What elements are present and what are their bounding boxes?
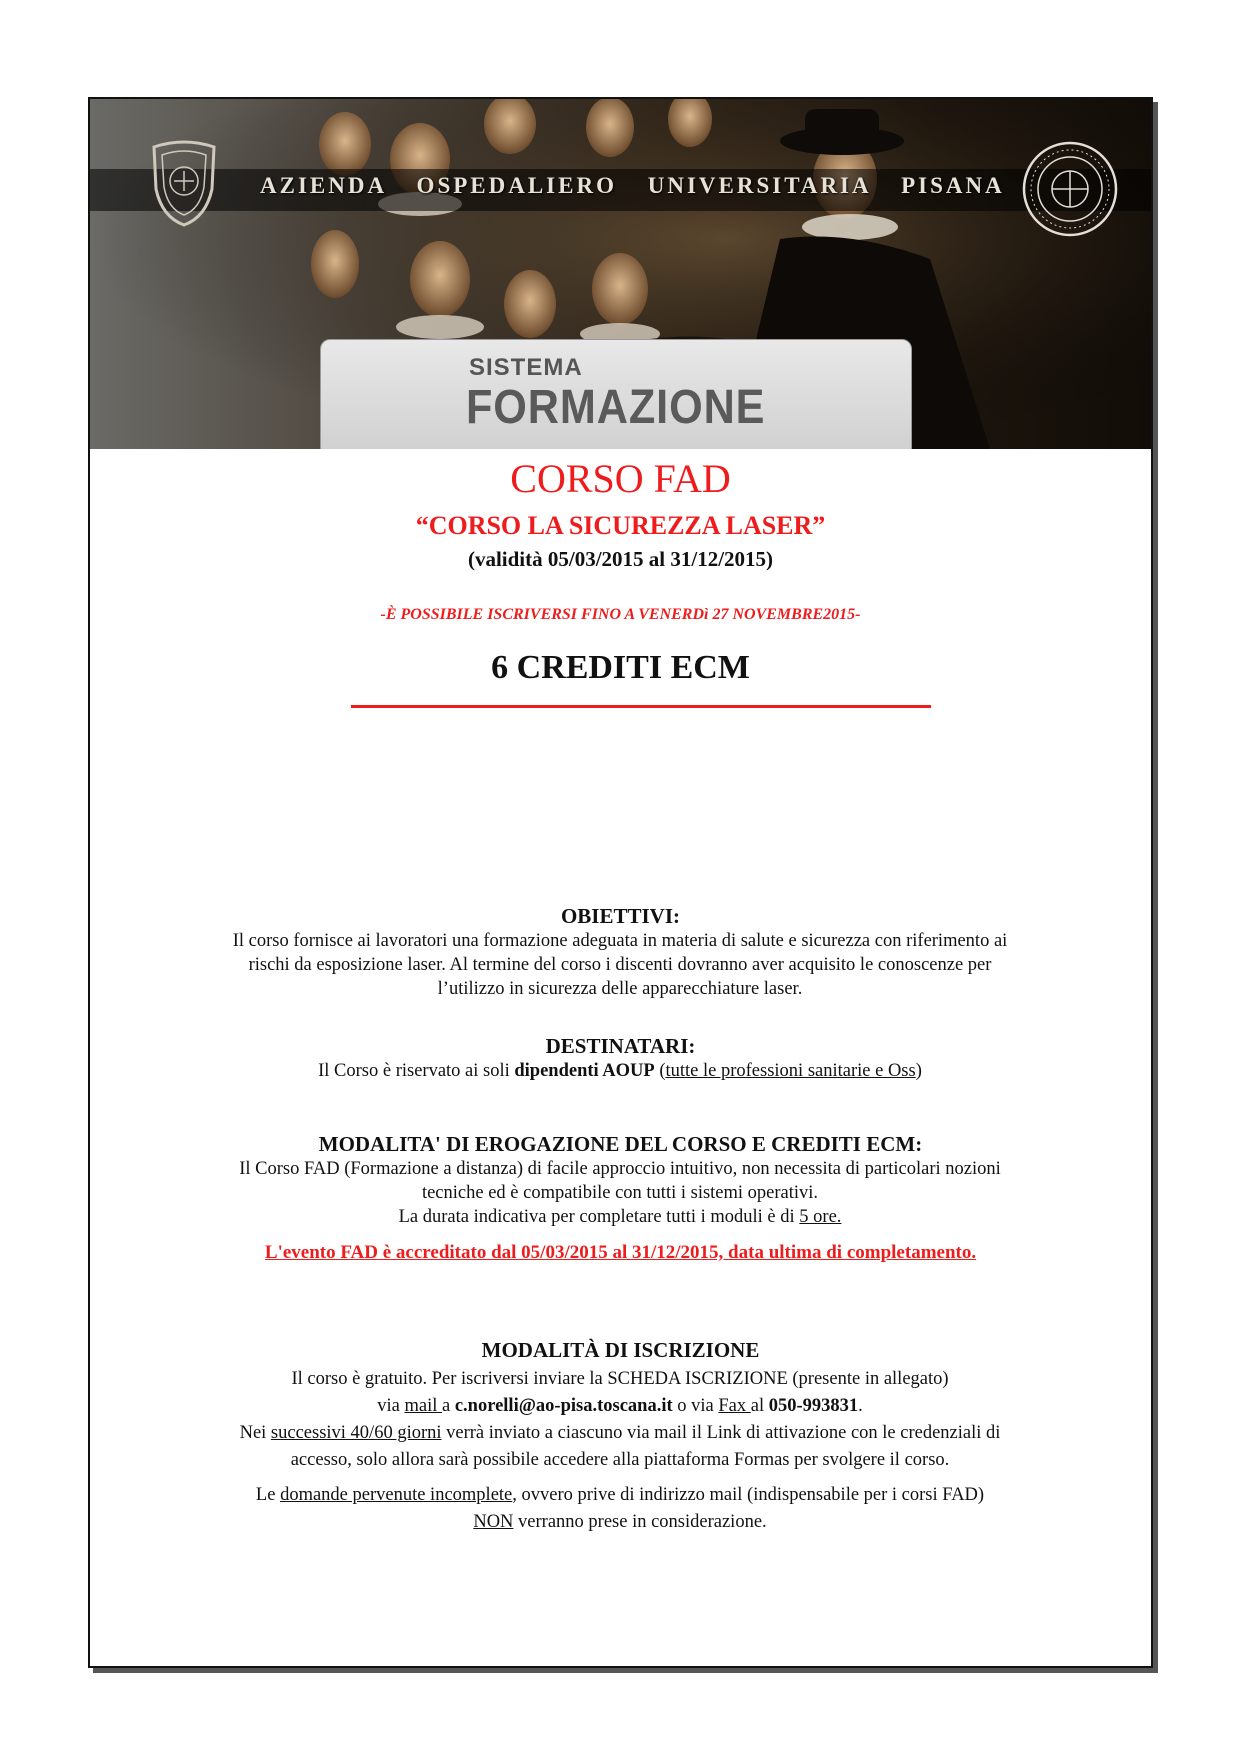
- destinatari-heading: DESTINATARI:: [545, 1034, 696, 1058]
- a-text: a: [441, 1396, 455, 1416]
- erogazione-line: Il Corso FAD (Formazione a distanza) di facile approccio intuitivo, non necessita di particolari nozioni: [239, 1159, 1001, 1179]
- obiettivi-line: rischi da esposizione laser. Al termine del corso i discenti dovranno aver acquisito le conoscenze per: [248, 955, 992, 975]
- le-text: Le: [255, 1485, 281, 1505]
- iscrizione-line: [120, 1420, 1120, 1447]
- logo-big-text: FORMAZIONE: [466, 381, 766, 434]
- crest-icon: [146, 139, 222, 229]
- obiettivi-heading: OBIETTIVI:: [560, 904, 681, 928]
- destinatari-audience: dipendenti AOUP: [514, 1061, 655, 1081]
- durata-text: La durata indicativa per completare tutti i moduli è di: [398, 1207, 800, 1227]
- validity-period: (validità 05/03/2015 al 31/12/2015): [467, 547, 774, 571]
- timeframe: successivi 40/60 giorni: [270, 1423, 442, 1443]
- destinatari-text: [120, 1059, 1120, 1083]
- iscrizione-line: Il corso è gratuito. Per iscriversi inviare la SCHEDA ISCRIZIONE (presente in allegato): [291, 1369, 949, 1389]
- non-word: NON: [473, 1512, 514, 1532]
- incomplete-detail: , ovvero prive di indirizzo mail (indispensabile per i corsi FAD): [512, 1485, 985, 1505]
- spacer: [120, 1474, 1120, 1482]
- enrollment-deadline: -È POSSIBILE ISCRIVERSI FINO A VENERDì 27 NOVEMBRE2015-: [380, 606, 861, 623]
- obiettivi-line: Il corso fornisce ai lavoratori una formazione adeguata in materia di salute e sicurezza con riferimento ai: [232, 931, 1008, 951]
- iscrizione-line: accesso, solo allora sarà possibile accedere alla piattaforma Formas per svolgere il corso.: [290, 1450, 950, 1470]
- via-text: via: [377, 1396, 405, 1416]
- course-type-title: CORSO FAD: [510, 456, 731, 501]
- mail-word: mail: [404, 1396, 442, 1416]
- destinatari-pre: Il Corso è riservato ai soli: [318, 1061, 515, 1081]
- iscrizione-contact-line: [120, 1393, 1120, 1420]
- nei-text: Nei: [239, 1423, 271, 1443]
- destinatari-paren-close: ): [915, 1061, 922, 1081]
- al-text: al: [750, 1396, 769, 1416]
- contact-email-link[interactable]: c.norelli@ao-pisa.toscana.it: [454, 1396, 673, 1416]
- destinatari-paren: (: [654, 1061, 666, 1081]
- red-divider: [351, 705, 931, 708]
- incomplete-requests: domande pervenute incomplete: [280, 1485, 513, 1505]
- logo-small-text: SISTEMA: [469, 354, 583, 381]
- fax-word: Fax: [718, 1396, 751, 1416]
- activation-text: verrà inviato a ciascuno via mail il Link di attivazione con le credenziali di: [441, 1423, 1001, 1443]
- iscrizione-line: [120, 1482, 1120, 1509]
- institution-title: AZIENDA OSPEDALIERO UNIVERSITARIA PISANA: [260, 173, 1005, 198]
- obiettivi-text: [120, 929, 1120, 1001]
- header-banner: [90, 99, 1151, 449]
- iscrizione-heading: MODALITÀ DI ISCRIZIONE: [481, 1338, 760, 1362]
- sistema-formazione-logo: [320, 339, 912, 449]
- erogazione-line: tecniche ed è compatibile con tutti i sistemi operativi.: [421, 1183, 819, 1203]
- destinatari-professions: tutte le professioni sanitarie e Oss: [665, 1061, 916, 1081]
- obiettivi-line: l’utilizzo in sicurezza delle apparecchiature laser.: [437, 979, 803, 999]
- o-via-text: o via: [672, 1396, 719, 1416]
- accreditation-notice: L'evento FAD è accreditato dal 05/03/2015 al 31/12/2015, data ultima di completamento.: [264, 1242, 977, 1263]
- iscrizione-text: [120, 1366, 1120, 1536]
- durata-value: 5 ore.: [799, 1207, 842, 1227]
- ecm-credits: 6 CREDITI ECM: [491, 649, 750, 686]
- flyer-frame: [88, 97, 1153, 1668]
- erogazione-line: [120, 1205, 1120, 1229]
- erogazione-text: [120, 1157, 1120, 1229]
- period: .: [858, 1396, 863, 1416]
- not-considered-text: verranno prese in considerazione.: [513, 1512, 767, 1532]
- erogazione-heading: MODALITA' DI EROGAZIONE DEL CORSO E CREDITI ECM:: [318, 1132, 923, 1156]
- course-name: “CORSO LA SICUREZZA LASER”: [415, 511, 826, 540]
- fax-number: 050-993831: [768, 1396, 859, 1416]
- iscrizione-line: [120, 1509, 1120, 1536]
